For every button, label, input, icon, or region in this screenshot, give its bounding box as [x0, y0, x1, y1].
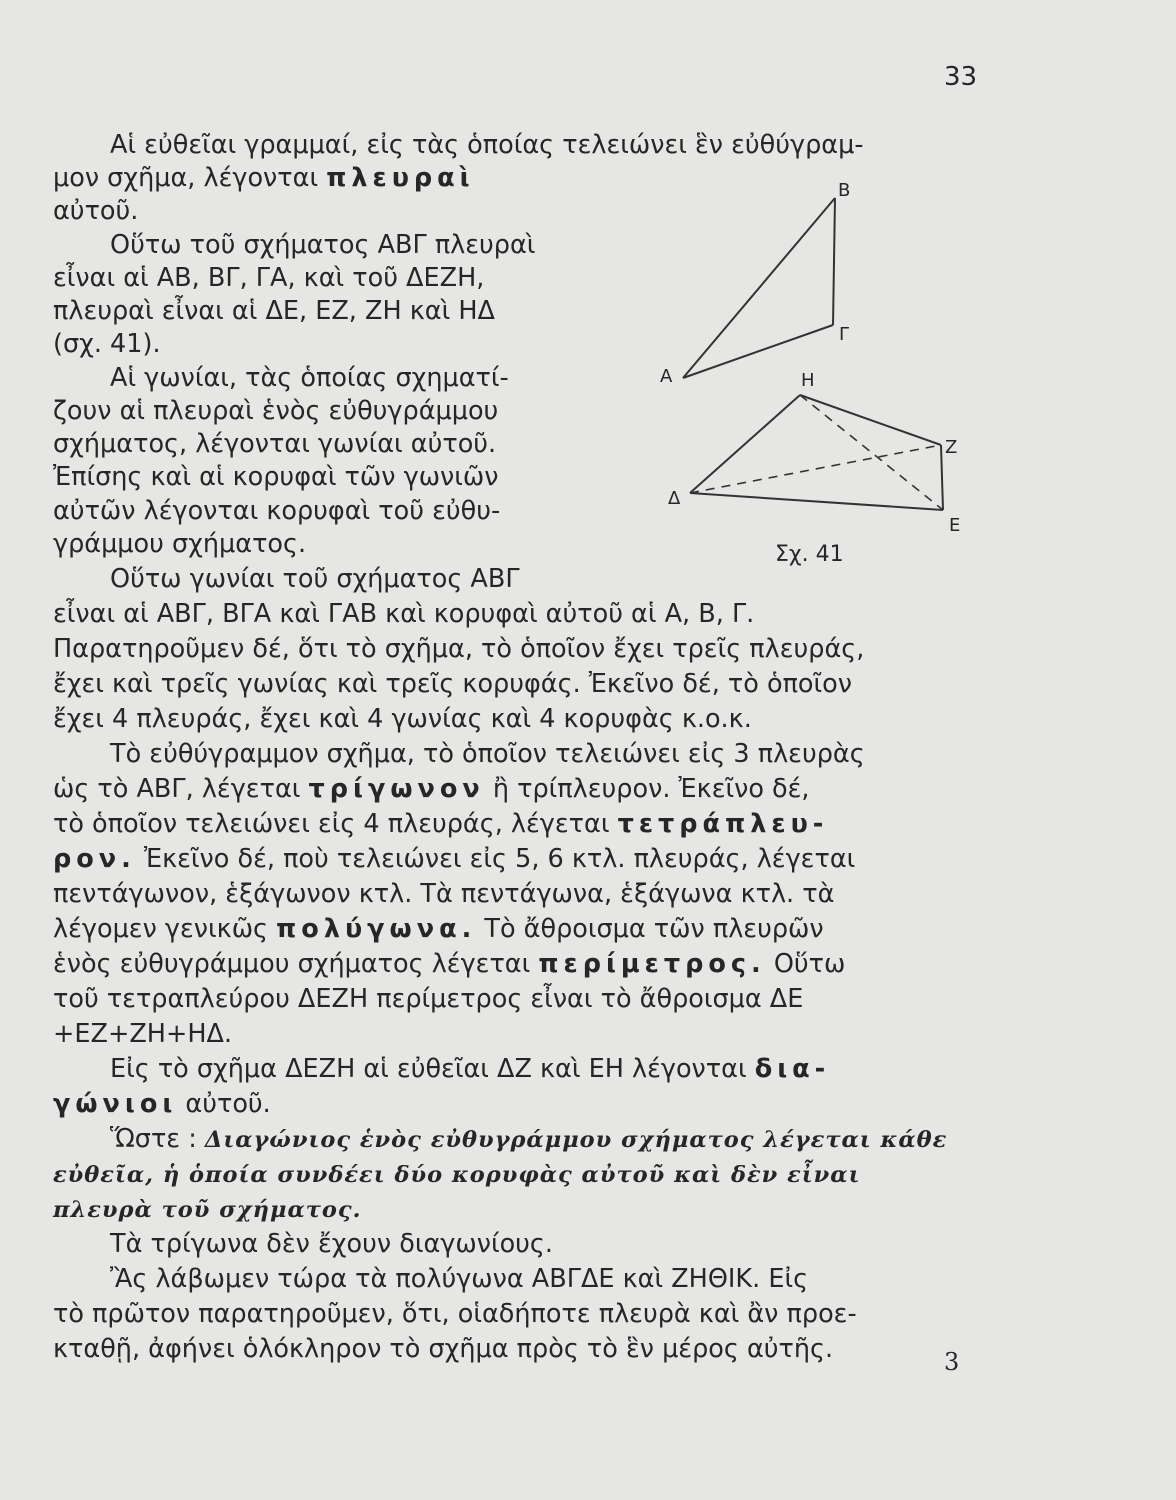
text-line: Τὰ τρίγωνα δὲν ἔχουν διαγωνίους. — [110, 1229, 554, 1259]
text-line: Ἐπίσης καὶ αἱ κορυφαὶ τῶν γωνιῶν — [53, 462, 499, 492]
text-line: εἶναι αἱ ΑΒΓ, ΒΓΑ καὶ ΓΑΒ καὶ κορυφαὶ αὐτοῦ αἱ Α, Β, Γ. — [53, 599, 755, 629]
text-line: (σχ. 41). — [53, 329, 161, 359]
page-number: 33 — [944, 62, 978, 92]
figure-caption: Σχ. 41 — [775, 542, 844, 567]
text-line: Παρατηροῦμεν δέ, ὅτι τὸ σχῆμα, τὸ ὁποῖον ἔχει τρεῖς πλευράς, — [53, 634, 865, 664]
text-line: Αἱ εὐθεῖαι γραμμαί, εἰς τὰς ὁποίας τελειώνει ἓν εὐθύγραμ- — [110, 130, 864, 160]
text-line: Οὕτω τοῦ σχήματος ΑΒΓ πλευραὶ — [110, 230, 536, 260]
term-perimetros: περίμετρος. — [538, 949, 766, 979]
text-line: πλευραὶ εἶναι αἱ ΔΕ, ΕΖ, ΖΗ καὶ ΗΔ — [53, 296, 495, 326]
text-line: σχήματος, λέγονται γωνίαι αὐτοῦ. — [53, 429, 497, 459]
text-line: ἔχει 4 πλευράς, ἔχει καὶ 4 γωνίας καὶ 4 κορυφὰς κ.ο.κ. — [53, 704, 752, 734]
footer-signature-number: 3 — [944, 1348, 960, 1376]
label-b: Β — [838, 180, 851, 201]
side-ze — [941, 445, 943, 510]
label-d: Δ — [668, 488, 681, 509]
label-z: Ζ — [945, 437, 958, 458]
term-polygona: πολύγωνα. — [276, 914, 477, 944]
side-ed — [690, 493, 943, 510]
term-pleurai: πλευραὶ — [326, 163, 475, 193]
term-tetrapleuron: τετράπλευ- — [617, 809, 829, 839]
text-line: +ΕΖ+ΖΗ+ΗΔ. — [53, 1019, 233, 1049]
side-dh — [690, 395, 800, 493]
diagonal-dz — [690, 445, 941, 493]
definition-line: Ὥστε : Διαγώνιος ἑνὸς εὐθυγράμμου σχήματος λέγεται κάθε — [110, 1124, 948, 1154]
diagonals — [690, 395, 943, 510]
text-line: ἔχει καὶ τρεῖς γωνίας καὶ τρεῖς κορυφάς. Ἐκεῖνο δέ, τὸ ὁποῖον — [53, 669, 853, 699]
text-line: λέγομεν γενικῶς πολύγωνα. Τὸ ἄθροισμα τῶν πλευρῶν — [53, 914, 824, 944]
label-a: Α — [660, 366, 673, 387]
term-tetrapleuron-end: ρον. — [53, 844, 136, 874]
diagonal-he — [800, 395, 943, 510]
side-hz — [800, 395, 941, 445]
text-line: Εἰς τὸ σχῆμα ΔΕΖΗ αἱ εὐθεῖαι ΔΖ καὶ ΕΗ λέγονται δια- — [110, 1054, 831, 1084]
label-g: Γ — [839, 324, 850, 345]
term-trigonon: τρίγωνον — [308, 774, 485, 804]
text-line: αὐτοῦ. — [53, 196, 139, 226]
side-bg — [833, 198, 835, 325]
text-line: γράμμου σχήματος. — [53, 529, 307, 559]
text-line: μον σχῆμα, λέγονται πλευραὶ — [53, 163, 475, 193]
text-line: Τὸ εὐθύγραμμον σχῆμα, τὸ ὁποῖον τελειώνει εἰς 3 πλευρὰς — [110, 739, 865, 769]
text-line: ζουν αἱ πλευραὶ ἑνὸς εὐθυγράμμου — [53, 396, 499, 426]
text-line: ὡς τὸ ΑΒΓ, λέγεται τρίγωνον ἢ τρίπλευρον. Ἐκεῖνο δέ, — [53, 774, 810, 804]
text-line: τὸ πρῶτον παρατηροῦμεν, ὅτι, οἱαδήποτε πλευρὰ καὶ ἂν προε- — [53, 1299, 857, 1329]
definition-line: εὐθεῖα, ἡ ὁποία συνδέει δύο κορυφὰς αὐτοῦ καὶ δὲν εἶναι — [53, 1162, 861, 1188]
term-diagonioi: δια- — [754, 1054, 831, 1084]
label-h: Η — [801, 370, 815, 391]
text-line: ρον. Ἐκεῖνο δέ, ποὺ τελειώνει εἰς 5, 6 κτλ. πλευράς, λέγεται — [53, 844, 856, 874]
text-line: πεντάγωνον, ἑξάγωνον κτλ. Τὰ πεντάγωνα, ἑξάγωνα κτλ. τὰ — [53, 879, 835, 909]
text-line: τὸ ὁποῖον τελειώνει εἰς 4 πλευράς, λέγεται τετράπλευ- — [53, 809, 829, 839]
definition-line: πλευρὰ τοῦ σχήματος. — [53, 1197, 362, 1223]
text-line: Ἂς λάβωμεν τώρα τὰ πολύγωνα ΑΒΓΔΕ καὶ ΖΗΘΙΚ. Εἰς — [110, 1264, 809, 1294]
term-diagonioi-end: γώνιοι — [53, 1089, 178, 1119]
text-line: εἶναι αἱ ΑΒ, ΒΓ, ΓΑ, καὶ τοῦ ΔΕΖΗ, — [53, 263, 485, 293]
text-line: αὐτῶν λέγονται κορυφαὶ τοῦ εὐθυ- — [53, 496, 501, 526]
text-line: Οὕτω γωνίαι τοῦ σχήματος ΑΒΓ — [110, 564, 520, 594]
text-line: τοῦ τετραπλεύρου ΔΕΖΗ περίμετρος εἶναι τὸ ἄθροισμα ΔΕ — [53, 984, 804, 1014]
label-e: Ε — [949, 515, 961, 536]
triangle-abg — [683, 198, 835, 378]
quadrilateral-dezh — [690, 395, 943, 510]
text-line: γώνιοι αὐτοῦ. — [53, 1089, 271, 1119]
text-line: ἑνὸς εὐθυγράμμου σχήματος λέγεται περίμετρος. Οὕτω — [53, 949, 846, 979]
text-line: κταθῇ, ἀφήνει ὁλόκληρον τὸ σχῆμα πρὸς τὸ ἓν μέρος αὐτῆς. — [53, 1334, 834, 1364]
text-line: Αἱ γωνίαι, τὰς ὁποίας σχηματί- — [110, 363, 509, 393]
